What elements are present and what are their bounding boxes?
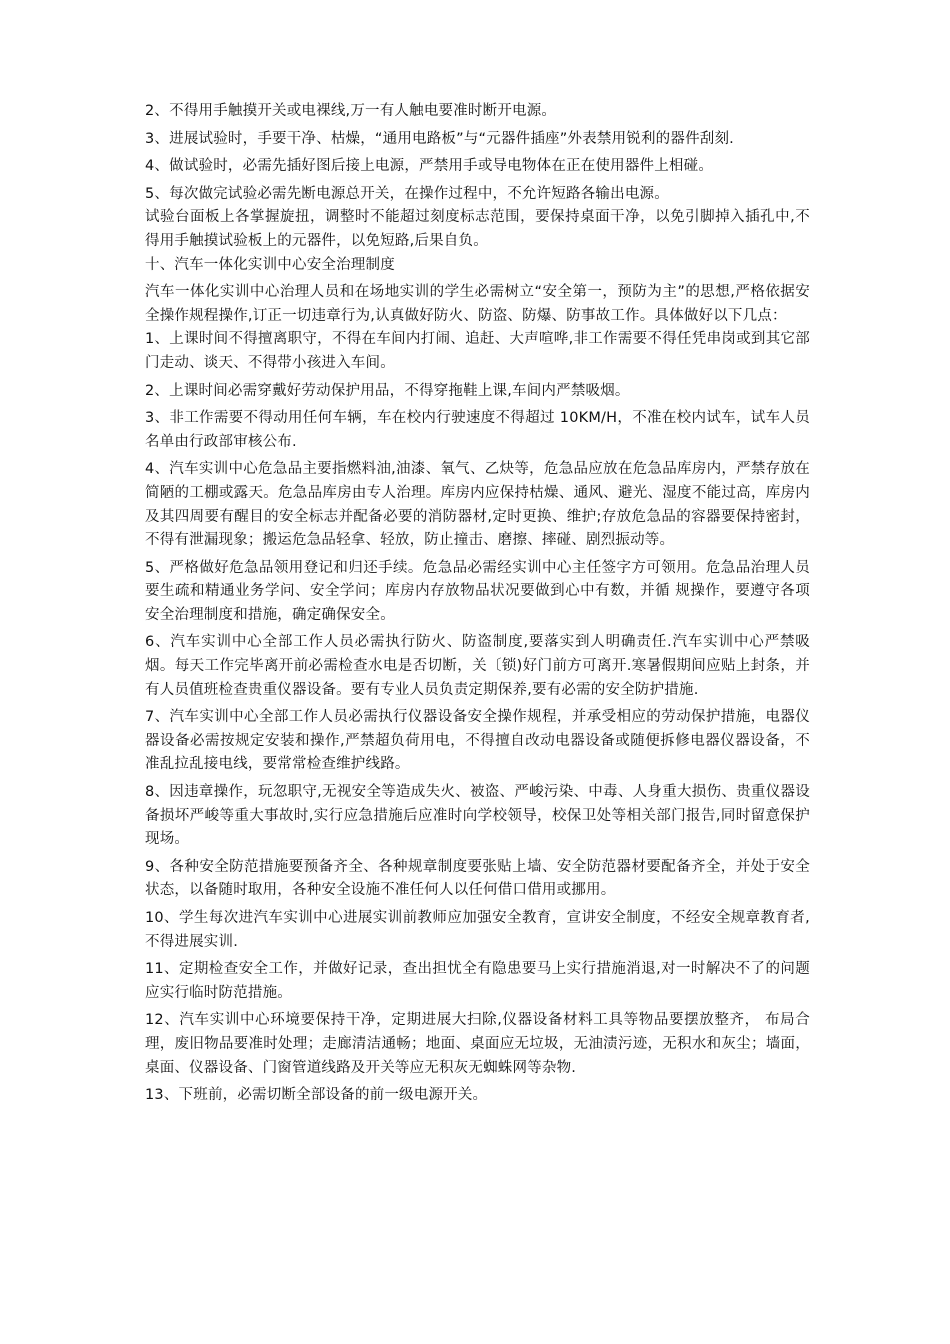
paragraph-item-6: 6、汽车实训中心全部工作人员必需执行防火、防盗制度,要落实到人明确责任.汽车实训中心严禁吸烟。每天工作完毕离开前必需检查水电是否切断，关〔锁)好门前方可离开.寒暑假期间应贴上封条，并有人员值班检查贵重仪器设备。要有专业人员负责定期保养,要有必需的安全防护措施. <box>145 634 810 698</box>
paragraph-item-10: 10、学生每次进汽车实训中心进展实训前教师应加强安全教育，宣讲安全制度，不经安全规章教育者,不得进展实训. <box>145 910 810 950</box>
paragraph-item-5: 5、严格做好危急品领用登记和归还手续。危急品必需经实训中心主任签字方可领用。危急品治理人员要生疏和精通业务学问、安全学问；库房内存放物品状况要做到心中有数，并循 规操作，要遵守各项安全治理制度和措施，确定确保安全。 <box>145 559 810 623</box>
paragraph-item-4: 4、汽车实训中心危急品主要指燃料油,油漆、氧气、乙炔等，危急品应放在危急品库房内，严禁存放在简陋的工棚或露天。危急品库房由专人治理。库房内应保持枯燥、通风、避光、湿度不能过高，库房内及其四周要有醒目的安全标志并配备必要的消防器材,定时更换、维护;存放危急品的容器要保持密封，不得有泄漏现象；搬运危急品轻拿、轻放，防止撞击、磨擦、摔碰、剧烈振动等。 <box>145 461 810 549</box>
paragraph-item-7: 7、汽车实训中心全部工作人员必需执行仪器设备安全操作规程，并承受相应的劳动保护措施，电器仪器设备必需按规定安装和操作,严禁超负荷用电，不得擅自改动电器设备或随便拆修电器仪器设备，不准乱拉乱接电线，要常常检查维护线路。 <box>145 709 810 773</box>
paragraph-intro: 汽车一体化实训中心治理人员和在场地实训的学生必需树立“安全第一，预防为主”的思想,严格依据安全操作规程操作,订正一切违章行为,认真做好防火、防盗、防爆、防事故工作。具体做好以下几点： <box>145 284 810 324</box>
section-heading: 十、汽车一体化实训中心安全治理制度 <box>145 256 395 273</box>
paragraph-item-13: 13、下班前，必需切断全部设备的前一级电源开关。 <box>145 1087 488 1104</box>
paragraph-rule-5-power: 5、每次做完试验必需先断电源总开关，在操作过程中，不允许短路各输出电源。 <box>145 185 669 202</box>
paragraph-rule-3-experiment: 3、进展试验时，手要干净、枯燥，“通用电路板”与“元器件插座”外表禁用锐利的器件刮刻. <box>145 130 734 147</box>
paragraph-rule-4-wiring: 4、做试验时，必需先插好图后接上电源，严禁用手或导电物体在正在使用器件上相碰。 <box>145 158 714 175</box>
paragraph-item-11: 11、定期检查安全工作，并做好记录，查出担忧全有隐患要马上实行措施消退,对一时解决不了的问题应实行临时防范措施。 <box>145 961 810 1001</box>
paragraph-item-8: 8、因违章操作，玩忽职守,无视安全等造成失火、被盗、严峻污染、中毒、人身重大损伤、贵重仪器设备损坏严峻等重大事故时,实行应急措施后应准时向学校领导，校保卫处等相关部门报告,同时留意保护现场。 <box>145 784 810 848</box>
paragraph-panel-note: 试验台面板上各掌握旋扭，调整时不能超过刻度标志范围，要保持桌面干净，以免引脚掉入插孔中,不得用手触摸试验板上的元器件，以免短路,后果自负。 <box>145 209 810 249</box>
paragraph-item-3: 3、非工作需要不得动用任何车辆，车在校内行驶速度不得超过 10KM/H，不准在校内试车，试车人员名单由行政部审核公布. <box>145 410 810 450</box>
document-page <box>145 100 810 1112</box>
paragraph-item-9: 9、各种安全防范措施要预备齐全、各种规章制度要张贴上墙、安全防范器材要配备齐全，并处于安全状态，以备随时取用，各种安全设施不准任何人以任何借口借用或挪用。 <box>145 858 810 899</box>
paragraph-item-2: 2、上课时间必需穿戴好劳动保护用品，不得穿拖鞋上课,车间内严禁吸烟。 <box>145 382 630 399</box>
paragraph-item-12: 12、汽车实训中心环境要保持干净，定期进展大扫除,仪器设备材料工具等物品要摆放整齐， 布局合理，废旧物品要准时处理；走廊清洁通畅；地面、桌面应无垃圾，无油渍污迹，无积水和灰尘；墙面，桌面、仪器设备、门窗管道线路及开关等应无积灰无蜘蛛网等杂物. <box>145 1012 810 1076</box>
paragraph-rule-2-electric: 2、不得用手触摸开关或电裸线,万一有人触电要准时断开电源。 <box>145 103 557 119</box>
paragraph-item-1: 1、上课时间不得擅离职守，不得在车间内打闹、追赶、大声喧哗,非工作需要不得任凭串岗或到其它部门走动、谈天、不得带小孩进入车间。 <box>145 331 810 371</box>
